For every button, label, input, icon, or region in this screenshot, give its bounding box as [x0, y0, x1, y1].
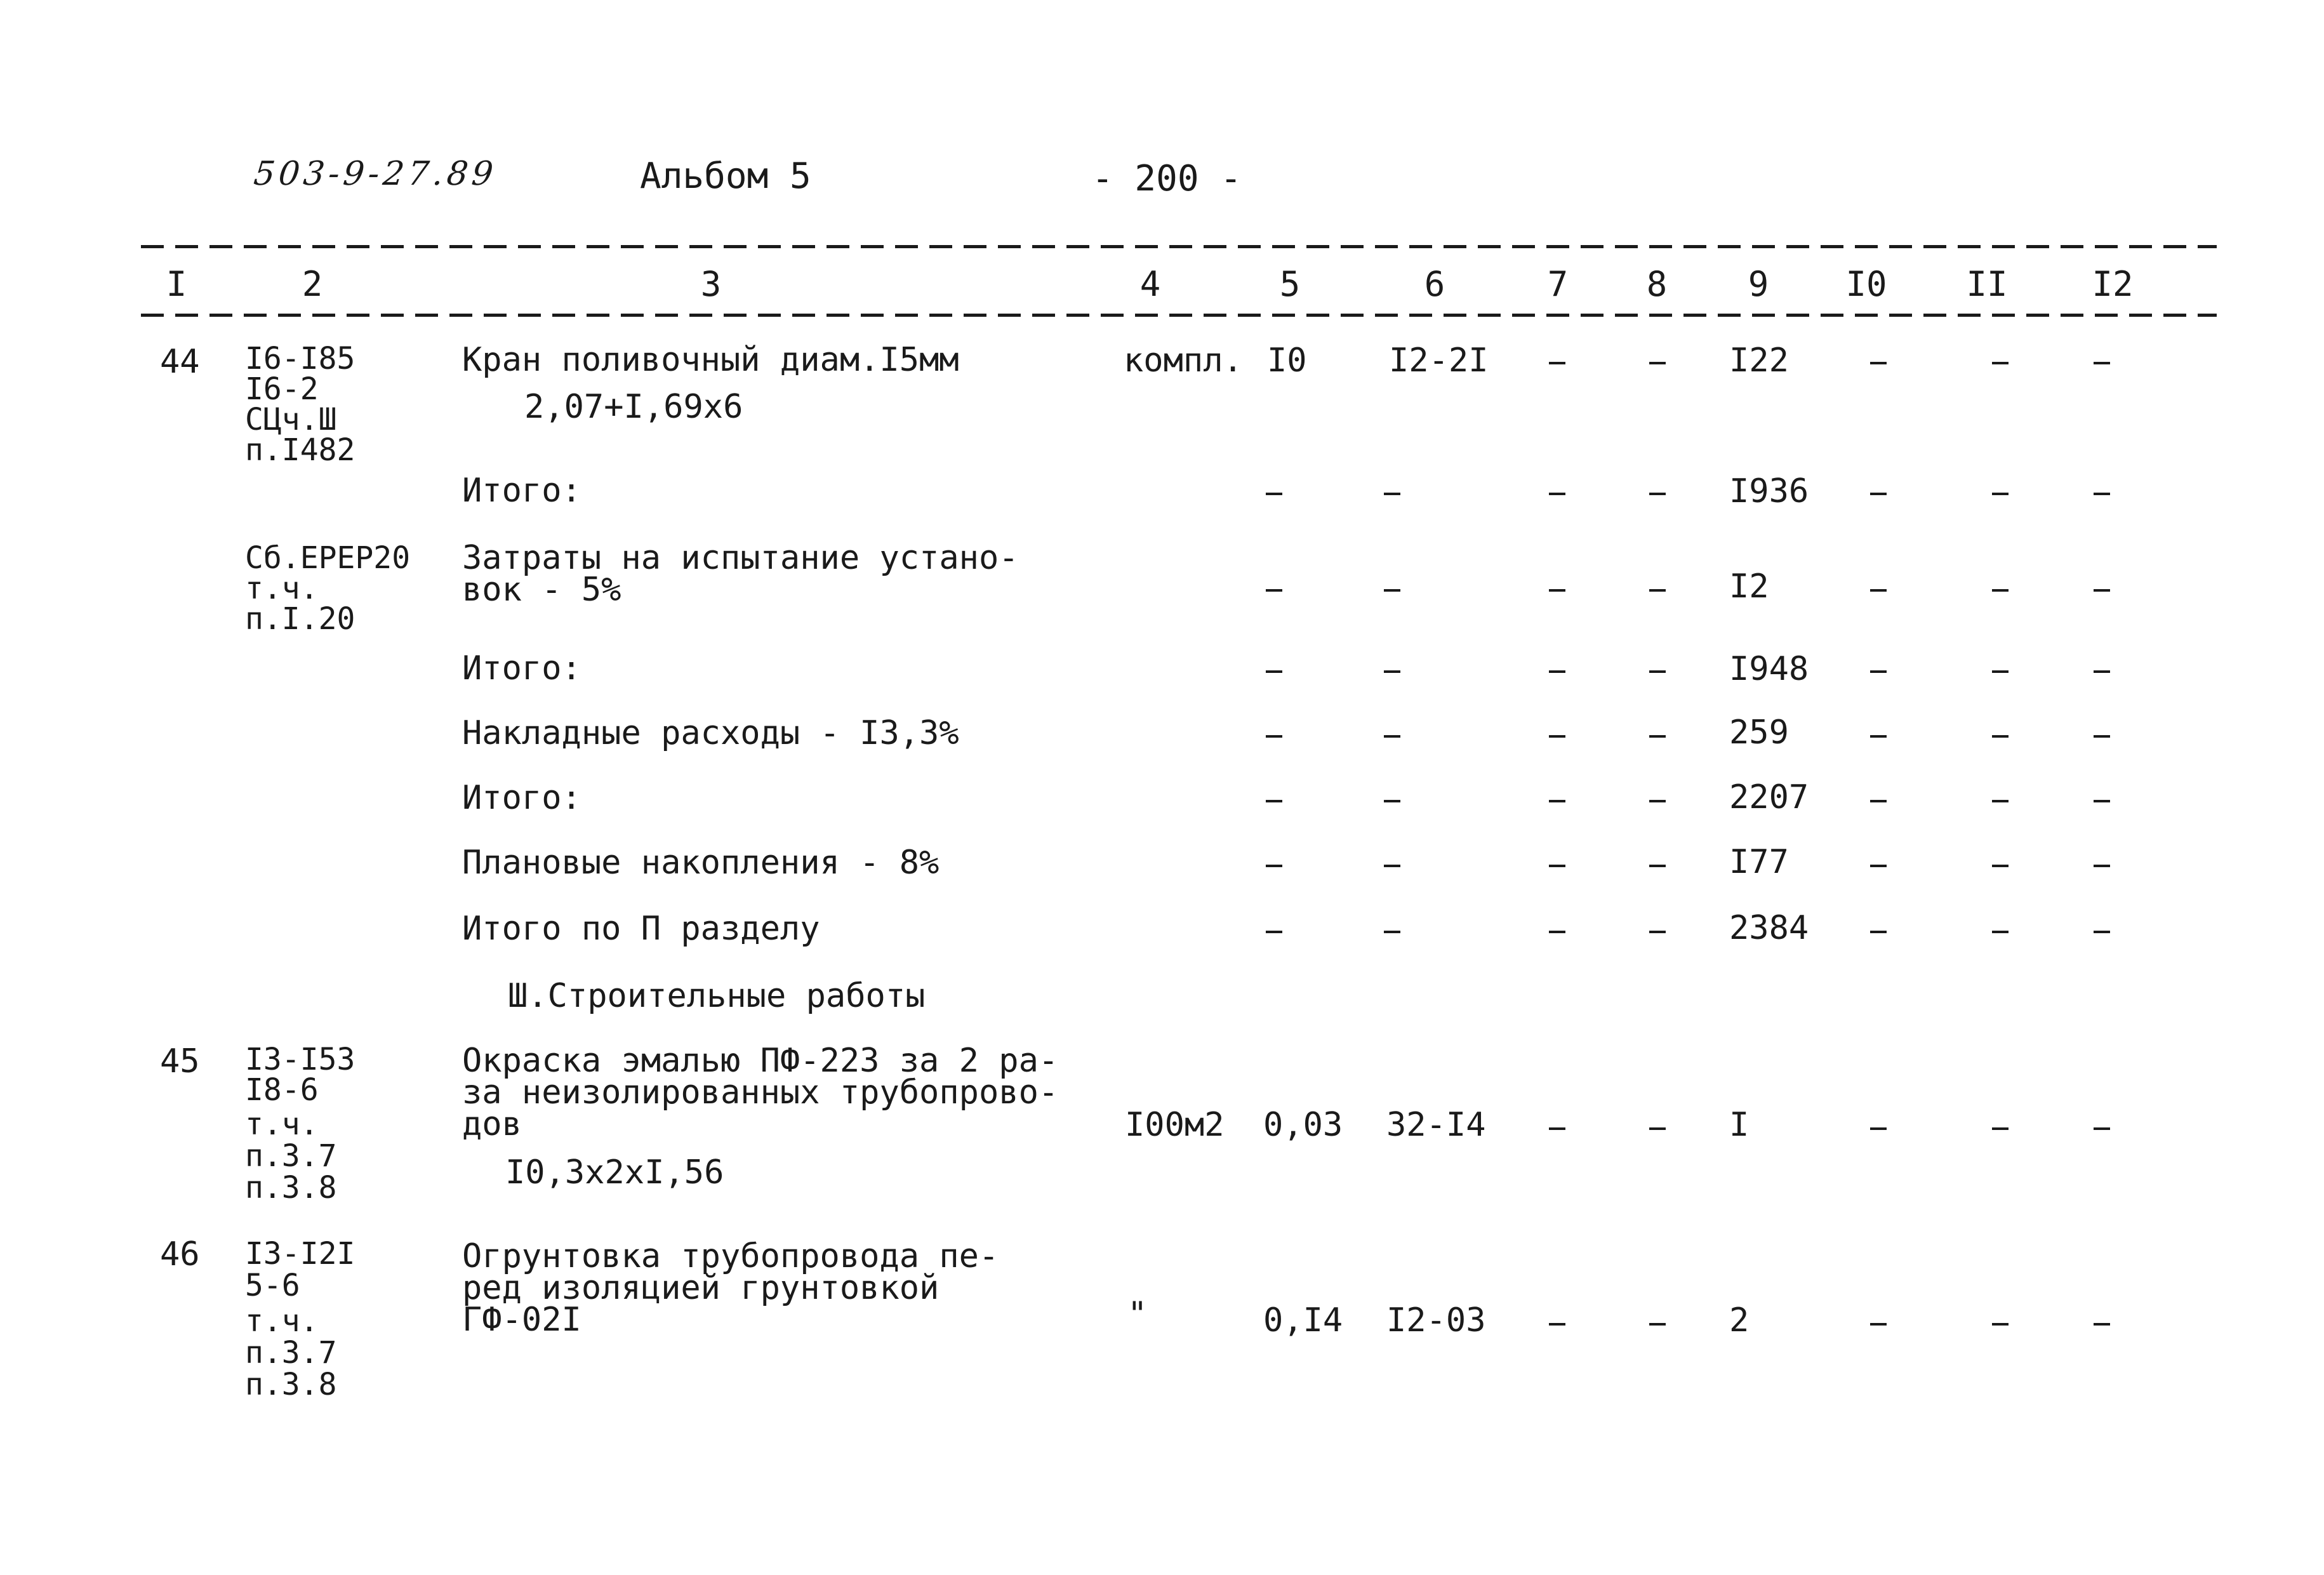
dash-mark: [1870, 735, 1887, 738]
total-value: I77: [1729, 843, 1789, 881]
dash-mark: [1549, 931, 1565, 933]
dash-mark: [1649, 1323, 1666, 1326]
total-value: 2: [1729, 1301, 1750, 1339]
rate: I2-03: [1386, 1301, 1486, 1339]
dash-mark: [1992, 931, 2009, 933]
dash-mark: [1649, 493, 1666, 495]
description-line: Огрунтовка трубопровода пе-: [462, 1237, 999, 1275]
column-header: 2: [302, 264, 323, 304]
dash-mark: [1266, 493, 1282, 495]
code-line: I3-I53: [245, 1042, 355, 1077]
column-header: 4: [1139, 264, 1161, 304]
code-line: I3-I2I: [245, 1236, 355, 1272]
description-line: 2,07+I,69х6: [524, 388, 743, 426]
dash-mark: [1649, 1127, 1666, 1130]
description-line: Итого:: [462, 649, 581, 688]
dash-mark: [2094, 931, 2110, 933]
code-line: СЦч.Ш: [245, 402, 337, 437]
row-number: 44: [160, 343, 200, 381]
dash-mark: [2094, 670, 2110, 673]
total-value: I936: [1729, 472, 1809, 510]
row-number: 45: [160, 1042, 200, 1080]
dash-mark: [1870, 800, 1887, 802]
description-line: вок - 5%: [462, 571, 621, 609]
code-line: I6-2: [245, 371, 319, 407]
dash-mark: [1992, 1323, 2009, 1326]
dash-mark: [1649, 362, 1666, 364]
dash-mark: [1649, 931, 1666, 933]
quantity: I0: [1267, 342, 1307, 380]
description-line: Накладные расходы - I3,3%: [462, 714, 959, 752]
dash-mark: [1992, 670, 2009, 673]
column-header: I: [166, 264, 187, 304]
column-header: 8: [1646, 264, 1668, 304]
dash-mark: [1649, 735, 1666, 738]
column-header: 7: [1547, 264, 1569, 304]
dash-mark: [1549, 670, 1565, 673]
header-bottom-rule: [141, 314, 2217, 317]
dash-mark: [1992, 735, 2009, 738]
dash-mark: [1992, 493, 2009, 495]
dash-mark: [1549, 493, 1565, 495]
dash-mark: [1992, 1127, 2009, 1130]
row-number: 46: [160, 1235, 200, 1273]
total-value: 259: [1729, 714, 1789, 752]
description-line: Плановые накопления - 8%: [462, 844, 940, 882]
dash-mark: [1266, 670, 1282, 673]
code-line: т.ч.: [245, 1303, 319, 1339]
dash-mark: [1649, 589, 1666, 592]
total-value: I948: [1729, 650, 1809, 688]
description-line: Итого:: [462, 472, 581, 510]
dash-mark: [2094, 1323, 2110, 1326]
dash-mark: [2094, 800, 2110, 802]
description-line: I0,3х2хI,56: [505, 1153, 724, 1192]
dash-mark: [1870, 493, 1887, 495]
dash-mark: [1649, 670, 1666, 673]
code-line: I6-I85: [245, 341, 355, 376]
code-line: т.ч.: [245, 571, 319, 606]
dash-mark: [1549, 735, 1565, 738]
dash-mark: [1649, 865, 1666, 867]
section-title: Ш.Строительные работы: [508, 977, 926, 1015]
dash-mark: [1266, 800, 1282, 802]
code-line: Сб.ЕРЕР20: [245, 540, 411, 576]
dash-mark: [2094, 735, 2110, 738]
dash-mark: [1549, 1323, 1565, 1326]
dash-mark: [1549, 1127, 1565, 1130]
description-line: за неизолированных трубопрово-: [462, 1073, 1059, 1112]
code-line: т.ч.: [245, 1106, 319, 1142]
dash-mark: [1870, 589, 1887, 592]
album-label: Альбом 5: [640, 156, 811, 197]
dash-mark: [1266, 865, 1282, 867]
document-id: 503-9-27.89: [251, 155, 499, 193]
rate: 32-I4: [1386, 1106, 1486, 1144]
code-line: п.3.8: [245, 1170, 337, 1206]
dash-mark: [1266, 589, 1282, 592]
column-header: II: [1966, 264, 2008, 304]
dash-mark: [2094, 589, 2110, 592]
dash-mark: [2094, 865, 2110, 867]
dash-mark: [1870, 1323, 1887, 1326]
dash-mark: [1870, 670, 1887, 673]
dash-mark: [1549, 589, 1565, 592]
header-top-rule: [141, 245, 2217, 248]
unit: I00м2: [1125, 1106, 1225, 1144]
dash-mark: [1870, 362, 1887, 364]
column-header: 5: [1279, 264, 1301, 304]
dash-mark: [2094, 493, 2110, 495]
dash-mark: [1649, 800, 1666, 802]
column-header: 3: [700, 264, 722, 304]
description-line: ред изоляцией грунтовкой: [462, 1269, 940, 1307]
dash-mark: [1384, 735, 1400, 738]
dash-mark: [1266, 931, 1282, 933]
code-line: п.I.20: [245, 601, 355, 637]
dash-mark: [1384, 800, 1400, 802]
dash-mark: [1549, 800, 1565, 802]
dash-mark: [1266, 735, 1282, 738]
total-value: I22: [1729, 342, 1789, 380]
unit: компл.: [1124, 342, 1243, 380]
dash-mark: [1549, 362, 1565, 364]
column-header: I2: [2092, 264, 2134, 304]
page-number: - 200 -: [1092, 158, 1242, 199]
dash-mark: [1992, 800, 2009, 802]
code-line: п.3.7: [245, 1335, 337, 1371]
code-line: п.3.8: [245, 1367, 337, 1402]
code-line: п.3.7: [245, 1138, 337, 1174]
total-value: 2384: [1729, 909, 1809, 947]
column-header: I0: [1845, 264, 1887, 304]
dash-mark: [1870, 931, 1887, 933]
rate: I2-2I: [1389, 342, 1489, 380]
ditto-mark: ": [1127, 1295, 1148, 1333]
dash-mark: [1384, 670, 1400, 673]
dash-mark: [1549, 865, 1565, 867]
dash-mark: [1384, 931, 1400, 933]
description-line: ГФ-02I: [462, 1301, 581, 1339]
total-value: 2207: [1729, 778, 1809, 816]
description-line: дов: [462, 1105, 522, 1143]
description-line: Затраты на испытание устано-: [462, 539, 1019, 577]
code-line: п.I482: [245, 432, 355, 468]
column-header: 6: [1424, 264, 1445, 304]
dash-mark: [1384, 589, 1400, 592]
description-line: Кран поливочный диам.I5мм: [462, 341, 959, 379]
description-line: Итого:: [462, 779, 581, 817]
total-value: I2: [1729, 568, 1769, 606]
code-line: I8-6: [245, 1072, 319, 1108]
column-header: 9: [1748, 264, 1769, 304]
dash-mark: [1992, 865, 2009, 867]
dash-mark: [1384, 493, 1400, 495]
dash-mark: [1992, 362, 2009, 364]
dash-mark: [1384, 865, 1400, 867]
dash-mark: [2094, 362, 2110, 364]
dash-mark: [1870, 865, 1887, 867]
quantity: 0,03: [1263, 1106, 1343, 1144]
description-line: Окраска эмалью ПФ-223 за 2 ра-: [462, 1042, 1059, 1080]
dash-mark: [2094, 1127, 2110, 1130]
total-value: I: [1729, 1106, 1750, 1144]
description-line: Итого по П разделу: [462, 910, 820, 948]
quantity: 0,I4: [1263, 1301, 1343, 1339]
dash-mark: [1870, 1127, 1887, 1130]
dash-mark: [1992, 589, 2009, 592]
code-line: 5-6: [245, 1268, 300, 1303]
